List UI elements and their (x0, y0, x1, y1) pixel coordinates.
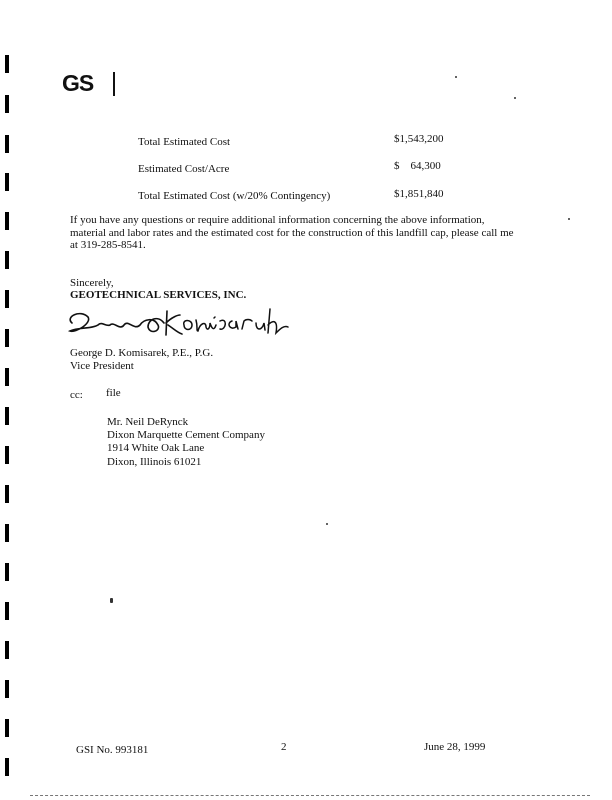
logo-divider (113, 72, 115, 96)
footer-page-number: 2 (281, 741, 287, 753)
binder-mark (5, 407, 9, 425)
binder-mark (5, 368, 9, 386)
bottom-edge-line (30, 795, 590, 796)
binder-mark (5, 55, 9, 73)
footer-gsi-number: GSI No. 993181 (76, 744, 149, 756)
cost-value-contingency: $1,851,840 (394, 188, 444, 200)
binder-mark (5, 485, 9, 503)
scan-speck (110, 598, 113, 603)
cc-value: file (106, 387, 121, 399)
cc-label: cc: (70, 389, 83, 401)
recipient-street: 1914 White Oak Lane (107, 442, 205, 454)
recipient-company: Dixon Marquette Cement Company (107, 429, 265, 441)
binder-mark (5, 135, 9, 153)
binder-mark (5, 524, 9, 542)
binder-mark (5, 95, 9, 113)
cost-label-per-acre: Estimated Cost/Acre (138, 163, 230, 175)
cost-value-per-acre: $ 64,300 (394, 160, 441, 172)
binder-mark (5, 251, 9, 269)
scan-speck (568, 218, 570, 220)
binder-mark (5, 563, 9, 581)
scan-speck (326, 523, 328, 525)
cost-label-contingency: Total Estimated Cost (w/20% Contingency) (138, 190, 331, 202)
cost-label-total: Total Estimated Cost (138, 136, 231, 148)
signature (62, 303, 292, 343)
salutation: Sincerely, (70, 277, 114, 289)
binder-mark (5, 680, 9, 698)
binder-mark (5, 602, 9, 620)
recipient-name: Mr. Neil DeRynck (107, 416, 189, 428)
signer-name: George D. Komisarek, P.E., P.G. (70, 347, 214, 359)
binder-mark (5, 641, 9, 659)
company-logo (62, 70, 114, 96)
footer-date: June 28, 1999 (424, 741, 486, 753)
recipient-city: Dixon, Illinois 61021 (107, 456, 202, 468)
scan-speck (514, 97, 516, 99)
binder-mark (5, 446, 9, 464)
scan-speck (455, 76, 457, 78)
binder-mark (5, 329, 9, 347)
body-paragraph: If you have any questions or require additional information concerning the above information, material and labor rates and the estimated cost for the construction of this landfill cap, please call me at 319-285-8541. (70, 214, 514, 251)
binder-mark (5, 758, 9, 776)
signer-title: Vice President (70, 360, 134, 372)
binder-mark (5, 173, 9, 191)
binder-mark (5, 290, 9, 308)
logo-text: GS (62, 70, 94, 96)
cost-value-total: $1,543,200 (394, 133, 444, 145)
company-name: GEOTECHNICAL SERVICES, INC. (70, 289, 247, 301)
binder-mark (5, 212, 9, 230)
binder-mark (5, 719, 9, 737)
